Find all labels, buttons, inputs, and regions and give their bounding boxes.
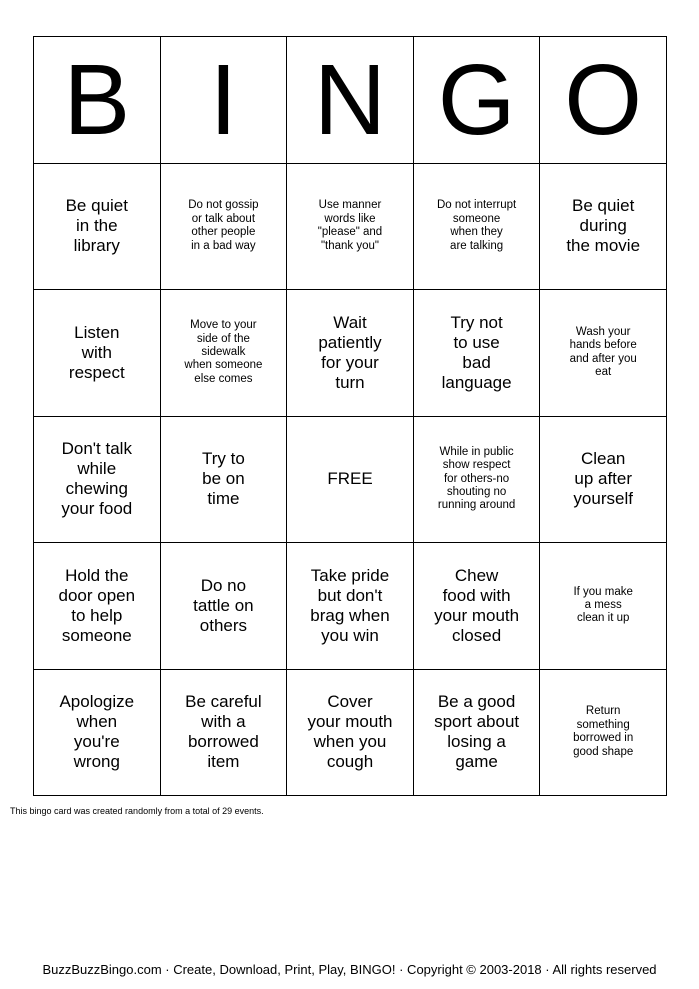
cell-text: Return something borrowed in good shape (573, 705, 634, 758)
bingo-cell (540, 164, 667, 291)
cell-text: Chew food with your mouth closed (434, 565, 520, 645)
bingo-cell (161, 543, 288, 670)
bingo-cell (540, 543, 667, 670)
header-letter-n: N (287, 37, 414, 164)
free-space-label: FREE (327, 469, 373, 489)
card-footnote: This bingo card was created randomly from a total of 29 events. (10, 806, 264, 816)
cell-text: Listen with respect (68, 322, 125, 382)
cell-text: Try to be on time (201, 449, 245, 509)
bingo-cell (287, 543, 414, 670)
cell-text: Do not gossip or talk about other people in a bad way (188, 199, 259, 252)
cell-text: Hold the door open to help someone (58, 565, 136, 645)
header-letter-o: O (540, 37, 667, 164)
header-letter-b: B (34, 37, 161, 164)
bingo-cell (161, 290, 288, 417)
bingo-cell (34, 164, 161, 291)
cell-text: Be quiet in the library (65, 196, 128, 256)
bingo-card (33, 36, 667, 796)
bingo-cell (414, 290, 541, 417)
bingo-cell (414, 543, 541, 670)
cell-text: Cover your mouth when you cough (307, 692, 393, 772)
bingo-cell (540, 417, 667, 544)
header-letter-i: I (161, 37, 288, 164)
bingo-cell (287, 290, 414, 417)
cell-text: Try not to use bad language (441, 312, 512, 392)
bingo-cell (540, 290, 667, 417)
cell-text: Wash your hands before and after you eat (569, 325, 637, 379)
header-letter-g: G (414, 37, 541, 164)
cell-text: Be careful with a borrowed item (185, 692, 262, 772)
bingo-cell (287, 670, 414, 797)
bingo-cell (161, 164, 288, 291)
free-space-cell (287, 417, 414, 544)
cell-text: Don't talk while chewing your food (61, 439, 133, 519)
cell-text: Use manner words like "please" and "thank you" (317, 199, 383, 252)
bingo-cell (34, 670, 161, 797)
bingo-cell (414, 164, 541, 291)
bingo-cell (414, 417, 541, 544)
page-footer: BuzzBuzzBingo.com · Create, Download, Print, Play, BINGO! · Copyright © 2003-2018 · All rights reserved (42, 962, 657, 977)
bingo-cell (540, 670, 667, 797)
cell-text: Be quiet during the movie (566, 196, 641, 256)
bingo-cell (287, 164, 414, 291)
cell-text: Be a good sport about losing a game (434, 692, 520, 772)
bingo-cell (161, 670, 288, 797)
cell-text: If you make a mess clean it up (573, 585, 633, 625)
bingo-cell (34, 417, 161, 544)
bingo-cell (34, 290, 161, 417)
cell-text: Wait patiently for your turn (318, 312, 382, 392)
bingo-cell (161, 417, 288, 544)
cell-text: Take pride but don't brag when you win (310, 565, 390, 645)
bingo-cell (34, 543, 161, 670)
cell-text: Move to your side of the sidewalk when someone else comes (184, 319, 263, 385)
cell-text: Apologize when you're wrong (59, 692, 135, 772)
bingo-cell (414, 670, 541, 797)
cell-text: While in public show respect for others-no shouting no running around (437, 445, 516, 512)
cell-text: Do no tattle on others (193, 575, 254, 635)
cell-text: Do not interrupt someone when they are talking (436, 199, 517, 252)
cell-text: Clean up after yourself (573, 449, 633, 509)
